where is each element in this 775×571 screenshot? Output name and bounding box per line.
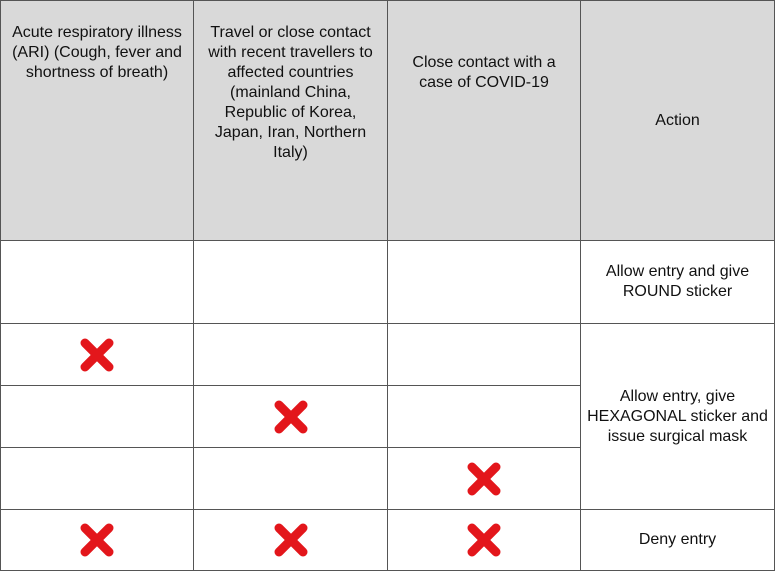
cell-travel	[194, 241, 388, 324]
cell-travel	[194, 386, 388, 448]
cell-contact	[388, 510, 581, 571]
header-travel: Travel or close contact with recent travellers to affected countries (mainland China, Republic of Korea, Japan, Iran, Northern Italy)	[194, 1, 388, 241]
cell-ari	[1, 241, 194, 324]
cross-icon	[77, 335, 117, 375]
cell-travel	[194, 510, 388, 571]
cell-ari	[1, 324, 194, 386]
cell-contact	[388, 448, 581, 510]
header-row	[1, 1, 775, 241]
table-row	[1, 241, 775, 324]
table-row	[1, 324, 775, 386]
header-action: Action	[581, 1, 775, 241]
header-contact: Close contact with a case of COVID-19	[388, 1, 581, 241]
action-deny: Deny entry	[581, 510, 775, 571]
cross-icon	[464, 459, 504, 499]
cross-icon	[271, 397, 311, 437]
cross-icon	[77, 520, 117, 560]
cross-icon	[271, 520, 311, 560]
cell-travel	[194, 448, 388, 510]
action-round: Allow entry and give ROUND sticker	[581, 241, 775, 324]
cell-ari	[1, 510, 194, 571]
table-row	[1, 510, 775, 571]
cell-contact	[388, 386, 581, 448]
cell-ari	[1, 386, 194, 448]
cell-contact	[388, 241, 581, 324]
cell-travel	[194, 324, 388, 386]
cell-ari	[1, 448, 194, 510]
cell-contact	[388, 324, 581, 386]
cross-icon	[464, 520, 504, 560]
header-ari: Acute respiratory illness (ARI) (Cough, fever and shortness of breath)	[1, 1, 194, 241]
action-hexagonal: Allow entry, give HEXAGONAL sticker and issue surgical mask	[581, 324, 775, 510]
